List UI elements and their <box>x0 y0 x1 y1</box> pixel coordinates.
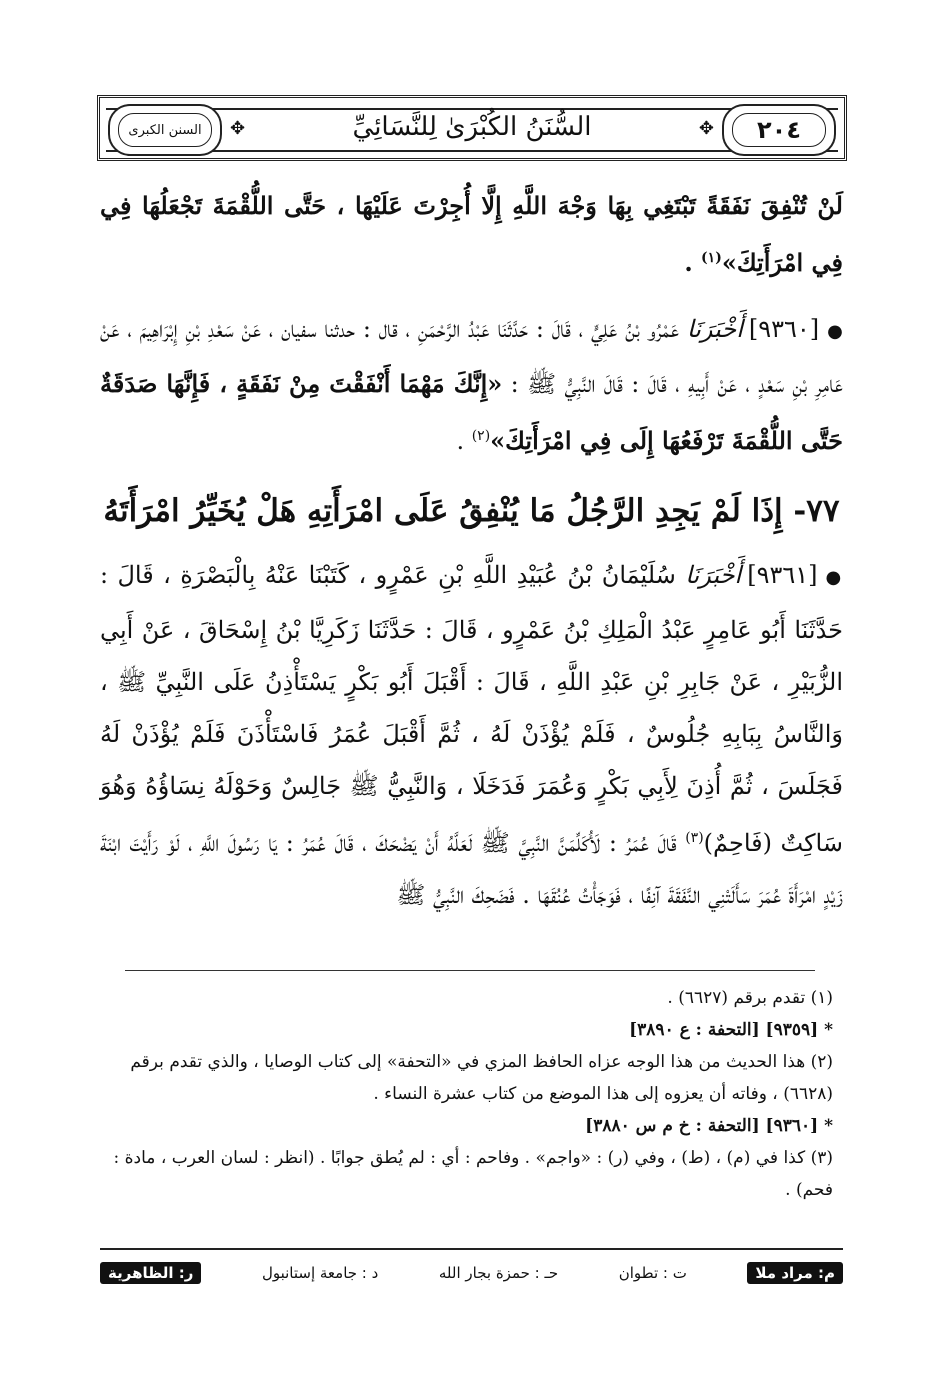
hadith-text: سُلَيْمَانُ بْنُ عُبَيْدِ اللَّهِ بْنِ عَمْرٍو ، كَتَبْنَا عَنْهُ بِالْبَصْرَةِ ، قَالَ : حَدَّثَنَا أَبُو عَامِرٍ عَبْدُ الْمَلِكِ بْنُ عَمْرٍو ، قَالَ : حَدَّثَنَا زَكَرِيَّا بْنُ إِسْحَاقَ ، عَنْ أَبِي الزُّبَيْرِ ، عَنْ جَابِرِ بْنِ عَبْدِ اللَّهِ ، قَالَ : أَقْبَلَ أَبُو بَكْرٍ يَسْتَأْذِنُ عَلَى النَّبِيِّ ﷺ ، وَالنَّاسُ بِبَابِهِ جُلُوسٌ ، فَلَمْ يُؤْذَنْ لَهُ ، ثُمَّ أَقْبَلَ عُمَرُ فَاسْتَأْذَنَ فَلَمْ يُؤْذَنْ لَهُ فَجَلَسَ ، ثُمَّ أُذِنَ لِأَبِي بَكْرٍ وَعُمَرَ فَدَخَلَا ، وَالنَّبِيُّ ﷺ جَالِسٌ وَحَوْلَهُ نِسَاؤُهُ وَهُوَ سَاكِتٌ (فَاحِمٌ) <box>100 561 844 857</box>
tuhfa-tag: * [٩٣٦٠] [التحفة : خ م س ٣٨٨٠] <box>585 1116 833 1136</box>
footnote-divider <box>125 970 815 971</box>
opening-text: لَنْ تُنْفِقَ نَفَقَةً تَبْتَغِي بِهَا وَجْهَ اللَّهِ إِلَّا أُجِرْتَ عَلَيْهَا ، حَتَّى اللُّقْمَةَ تَجْعَلُهَا فِي فِي امْرَأَتِكَ»$^{(١)}$ . <box>100 191 843 277</box>
manuscript-t: ت : تطوان <box>618 1264 687 1282</box>
footnote-ref: (٢) <box>471 428 491 444</box>
hadith-number: [٩٣٦١] <box>747 561 818 589</box>
footnote-2: (٢) هذا الحديث من هذا الوجه عزاه الحافظ المزي في «التحفة» إلى كتاب الوصايا ، والذي تقدم برقم (٦٦٢٨) ، وفاته أن يعزوه إلى هذا الموضع من كتاب عشرة النساء . <box>130 1052 833 1104</box>
hadith-9360: ●[٩٣٦٠]أَخْبَرَنَا عَمْرُو بْنُ عَلِيٍّ ، قَالَ : حَدَّثَنَا عَبْدُ الرَّحْمَنِ ، قال : حدثنا سفيان ، عَنْ سَعْدِ بْنِ إِبْرَاهِيمَ ، عَنْ عَامِرِ بْنِ سَعْدٍ ، عَنْ أَبِيهِ ، قَالَ : قَالَ النَّبِيُّ ﷺ : «إِنَّكَ مَهْمَا أَنْفَقْتَ مِنْ نَفَقَةٍ ، فَإِنَّهَا صَدَقَةٌ حَتَّى اللُّقْمَةَ تَرْفَعُهَا إِلَى فِي امْرَأَتِكَ»$^{(٢)}$ . <box>100 315 843 455</box>
main-text <box>100 180 843 921</box>
page-header <box>97 95 847 161</box>
footnote-ref: (١) <box>701 250 722 266</box>
hadith-9361 <box>100 549 843 921</box>
footnote-3: (٣) كذا في (م) ، (ط) ، وفي (ر) : «واجم» . وفاحم : أي : لم يُطق جوابًا . (انظر : لسان العرب ، مادة : فحم) . <box>113 1148 833 1200</box>
tuhfa-tag: * [٩٣٥٩] [التحفة : ع ٣٨٩٠] <box>629 1020 833 1040</box>
bullet-icon: ● <box>825 567 843 588</box>
manuscript-h: حـ : حمزة بجار الله <box>438 1264 559 1282</box>
manuscript-r: ر: الظاهرية <box>100 1262 201 1284</box>
page-number: ٢٠٤ <box>757 116 801 144</box>
emblem-badge <box>108 104 222 156</box>
hadith-quote: «إِنَّكَ مَهْمَا أَنْفَقْتَ مِنْ نَفَقَةٍ ، فَإِنَّهَا صَدَقَةٌ حَتَّى اللُّقْمَةَ تَرْفَعُهَا إِلَى فِي امْرَأَتِكَ» <box>100 369 843 455</box>
hadith-text: عَمْرُو بْنُ عَلِيٍّ ، قَالَ : حَدَّثَنَا عَبْدُ الرَّحْمَنِ ، قال : حدثنا سفيان ، عَنْ سَعْدِ بْنِ إِبْرَاهِيمَ ، عَنْ عَامِرِ بْنِ سَعْدٍ ، عَنْ أَبِيهِ ، قَالَ : قَالَ النَّبِيُّ ﷺ : <box>100 315 843 398</box>
bullet-icon: ● <box>827 321 843 342</box>
manuscript-d: د : جامعة إستانبول <box>261 1264 379 1282</box>
footnote-1: (١) تقدم برقم (٦٦٢٧) . <box>667 988 833 1008</box>
akhbarana: أَخْبَرَنَا <box>686 315 743 343</box>
hadith-text-continued: قَالَ عُمَرُ : لَأُكَلِّمَنَّ النَّبِيَّ ﷺ لَعَلَّهُ أَنْ يَضْحَكَ ، قَالَ عُمَرُ : يَا رَسُولَ اللَّهِ ، لَوْ رَأَيْتَ ابْنَةَ زَيْدٍ امْرَأَةَ عُمَرَ سَأَلَتْنِي النَّفَقَةَ آنِفًا ، فَوَجَأْتُ عُنُقَهَا . فَضَحِكَ النَّبِيُّ ﷺ <box>100 829 843 909</box>
emblem-text: السنن الكبرى <box>118 113 212 147</box>
chapter-heading: ٧٧- إِذَا لَمْ يَجِدِ الرَّجُلُ مَا يُنْفِقُ عَلَى امْرَأَتِهِ هَلْ يُخَيِّرُ امْرَأَتَهُ <box>103 493 840 529</box>
footnote-ref: (٣) <box>685 830 704 846</box>
footnotes <box>100 982 833 1206</box>
footer-divider <box>100 1248 843 1250</box>
manuscript-legend <box>100 1258 843 1288</box>
knot-ornament-icon: ✥ <box>698 118 714 139</box>
manuscript-m: م: مراد ملا <box>747 1262 843 1284</box>
book-title: السُّنَنُ الكُبْرَىٰ لِلنَّسَائِيِّ <box>339 112 606 142</box>
knot-ornament-icon: ✥ <box>230 118 246 139</box>
page-number-badge <box>722 104 836 156</box>
hadith-number: [٩٣٦٠] <box>748 315 820 343</box>
akhbarana: أَخْبَرَنَا <box>685 561 742 589</box>
